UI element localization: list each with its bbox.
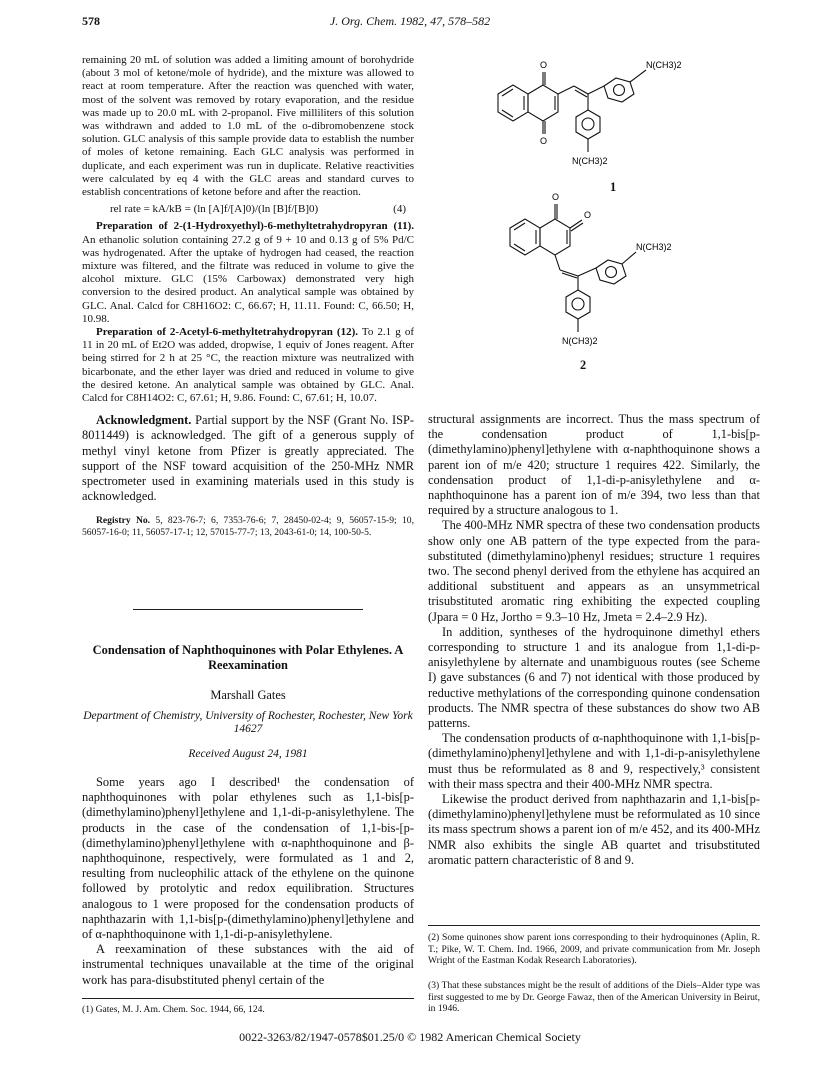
article-title: Condensation of Naphthoquinones with Polar Ethylenes. A Reexamination	[92, 643, 404, 672]
dimethylamino-label: N(CH3)2	[572, 156, 608, 166]
prep-12-text: To 2.1 g of 11 in 20 mL of Et2O was added, dropwise, 1 equiv of Jones reagent. After being stirred for 2 h at 25 °C, the reaction mixture was neutralized with bicarbonate, and the ether layer was dried and reduced in volume to give the desired ketone. An analytical sample was obtained by GLC. Anal. Calcd for C8H14O2: C, 67.61; H, 9.86. Found: C, 67.61; H, 10.07.	[82, 326, 414, 405]
structure-1-diagram	[488, 44, 748, 194]
quinone-ring	[528, 85, 558, 121]
footnote-3: (3) That these substances might be the result of additions of the Diels–Alder type was first suggested to me by Dr. George Fawaz, then of the American University in Beirut, in 1946.	[428, 980, 760, 1015]
article-paragraph: In addition, syntheses of the hydroquinone dimethyl ethers corresponding to structure 1 and its analogue from 1,1-di-p-anisylethylene by alternate and unambiguous routes (see Scheme I) gave substances (6 and 7) not identical with those produced by reductive methylations of the corresponding quinone condensation products. The NMR spectra of these substances do show two AB patterns.	[428, 624, 760, 731]
footnote-divider	[428, 925, 760, 926]
section-divider	[133, 609, 363, 610]
equation-number: (4)	[393, 203, 406, 216]
equation-4	[110, 203, 414, 216]
oxygen-label: O	[552, 192, 560, 202]
article-body-left	[82, 775, 414, 988]
article-paragraph: structural assignments are incorrect. Thus the mass spectrum of the condensation product of 1,1-bis[p-(dimethylamino)phenyl]ethylene with α-naphthoquinone shows a parent ion of m/e 420; structure 1 requires 422. Similarly, the condensation product of 1,1-di-p-anisylethylene and α-naphthoquinone has a parent ion of m/e 394, two less than that required by a structure analogous to 1.	[428, 412, 760, 518]
received-date: Received August 24, 1981	[188, 748, 308, 760]
copyright-footer: 0022-3263/82/1947-0578$01.25/0 © 1982 American Chemical Society	[239, 1030, 581, 1044]
article-affiliation: Department of Chemistry, University of Rochester, Rochester, New York 14627	[83, 710, 413, 736]
acknowledgment-paragraph	[82, 413, 414, 504]
prep-11-paragraph	[82, 220, 414, 326]
prep-12-heading: Preparation of 2-Acetyl-6-methyltetrahydropyran (12).	[96, 326, 359, 339]
footnote-divider	[82, 998, 414, 999]
left-column-experimental	[82, 54, 414, 539]
structure-2-diagram	[500, 188, 760, 348]
oxygen-label: O	[540, 136, 548, 146]
prep-11-heading: Preparation of 2-(1-Hydroxyethyl)-6-methyltetrahydropyran (11).	[96, 220, 414, 233]
prep-11-text: An ethanolic solution containing 27.2 g of 9 + 10 and 0.13 g of 5% Pd/C was hydrogenated. After the uptake of hydrogen had ceased, the reaction mixture was filtered, and the filtrate was reduced in volume to give the alcohol mixture. GLC (15% Carbowax) demonstrated very high conversion to the desired product. An analytical sample was obtained by GLC. Anal. Calcd for C8H16O2: C, 66.67; H, 11.11. Found: C, 66.50; H, 10.98.	[82, 233, 414, 325]
registry-text: 5, 823-76-7; 6, 7353-76-6; 7, 28450-02-4; 9, 56057-15-9; 10, 56057-16-0; 11, 56057-17-1; 12, 57015-77-7; 13, 2043-61-0; 14, 100-50-5.	[82, 514, 414, 538]
article-paragraph: The 400-MHz NMR spectra of these two condensation products show only one AB pattern of the type expected from the para-substituted (dimethylamino)phenyl residues; structure 1 requires two. The second phenyl derived from the ethylene has acquired an additional substituent and appears as an unsymmetrical trisubstituted aromatic ring exhibiting the expected coupling (Jpara = 0 Hz, Jortho = 9.3–10 Hz, Jmeta = 2.4–2.9 Hz).	[428, 518, 760, 624]
dimethylamino-label: N(CH3)2	[646, 60, 682, 70]
article-paragraph: Some years ago I described¹ the condensation of naphthoquinones with polar ethylenes such as 1,1-bis[p-(dimethylamino)phenyl]ethylene and 1,1-di-p-anisylethylene. The products in the case of the condensation of 1,1-bis-[p-(dimethylamino)phenyl]ethylene with α-naphthoquinone and β-naphthoquinone, respectively, were formulated as 1 and 2, resulting from nucleophilic attack of the ethylene on the quinone followed by protolytic and redox equilibration. Structures analogous to 1 were proposed for the condensation products of naphthazarin with 1,1-bis[p-(dimethylamino)phenyl]ethylene and of α-naphthoquinone with 1,1-di-p-anisylethylene.	[82, 775, 414, 942]
journal-header: J. Org. Chem. 1982, 47, 578–582	[329, 14, 491, 28]
oxygen-label: O	[584, 210, 592, 220]
oxygen-label: O	[540, 60, 548, 70]
dimethylamino-label: N(CH3)2	[562, 336, 598, 346]
registry-heading: Registry No.	[96, 514, 151, 526]
footnote-1: (1) Gates, M. J. Am. Chem. Soc. 1944, 66, 124.	[82, 1004, 265, 1015]
ack-heading: Acknowledgment.	[96, 413, 192, 428]
article-author: Marshall Gates	[210, 688, 286, 702]
experimental-paragraph: remaining 20 mL of solution was added a limiting amount of borohydride (about 3 mol of ketone/mole of hydride), and the mixture was allowed to react at room temperature. After the reaction was quenched with water, most of the solvent was removed by rotary evaporation, and the residue was made up to 20.0 mL with 2-propanol. Five milliliters of this solution was withdrawn and added to 1.0 mL of the o-dibromobenzene stock solution. GLC analysis of this sample provide data to establish the number of moles of ketone remaining. Each GLC analysis was performed in duplicate, and each experiment was run in duplicate. Relative reactivities were calculated by eq 4 with the GLC areas and standard curves to establish concentrations of ketone before and after the reaction.	[82, 54, 414, 199]
equation-text: rel rate = kA/kB = (ln [A]f/[A]0)/(ln [B]f/[B]0)	[110, 203, 319, 216]
compound-number-2: 2	[580, 358, 587, 372]
article-paragraph: Likewise the product derived from naphthazarin and 1,1-bis[p-(dimethylamino)phenyl]ethylene must be reformulated as 10 since its mass spectrum shows a parent ion of m/e 452, and its 400-MHz NMR also exhibits the single AB quartet and trisubstituted aromatic pattern characteristic of 8 and 9.	[428, 792, 760, 867]
article-body-right	[428, 412, 760, 868]
article-paragraph: A reexamination of these substances with the aid of instrumental techniques unavailable at the time of the original work has para-disubstituted phenyl certain of the	[82, 942, 414, 987]
compound-number-1: 1	[610, 180, 617, 194]
footnote-2: (2) Some quinones show parent ions corresponding to their hydroquinones (Aplin, R. T.; Pike, W. T. Chem. Ind. 1966, 2009, and private communication from Mr. Joseph Wright of the Eastman Kodak Research Laboratories).	[428, 932, 760, 967]
article-paragraph: The condensation products of α-naphthoquinone with 1,1-bis[p-(dimethylamino)phenyl]ethylene and with 1,1-di-p-anisylethylene must thus be reformulated as 8 and 9, respectively,³ consistent with their mass spectra and their 400-MHz NMR spectra.	[428, 731, 760, 791]
ack-text: Partial support by the NSF (Grant No. ISP-8011449) is acknowledged. The gift of a generous supply of methyl vinyl ketone from Pfizer is greatly appreciated. The support of the NSF toward acquisition of the 250-MHz NMR spectrometer used in examining materials used in this study is acknowledged.	[82, 413, 414, 504]
dimethylamino-label: N(CH3)2	[636, 242, 672, 252]
prep-12-paragraph	[82, 326, 414, 405]
page-number: 578	[82, 14, 100, 28]
registry-paragraph	[82, 515, 414, 539]
